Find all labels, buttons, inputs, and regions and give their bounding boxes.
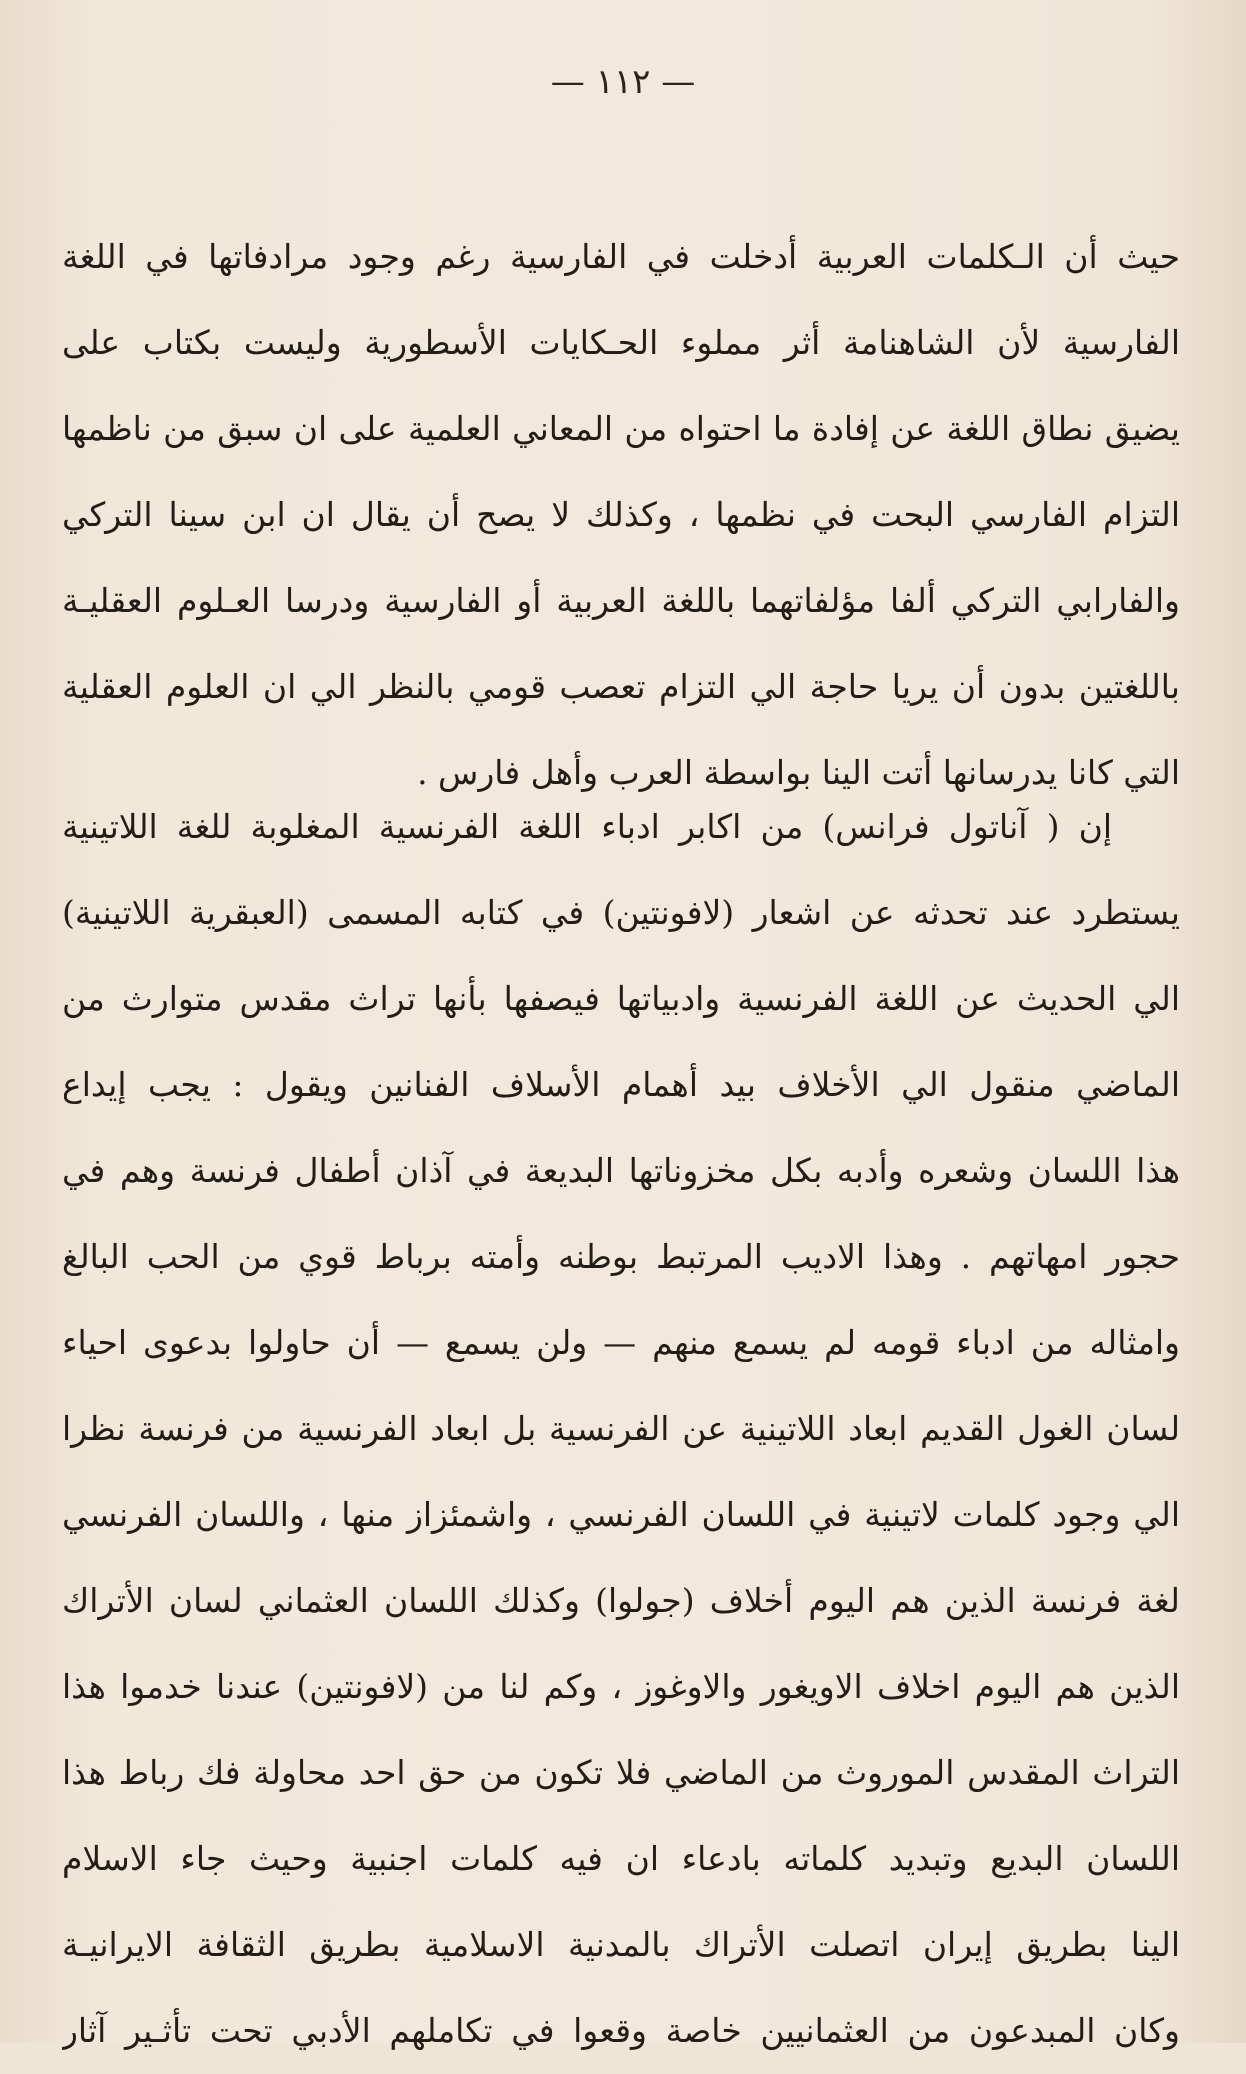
text-line: الي وجود كلمات لاتينية في اللسان الفرنسي ، واشمئزاز منها ، واللسان الفرنسي xyxy=(62,1495,1180,1534)
text-line: حجور امهاتهم . وهذا الاديب المرتبط بوطنه وأمته برباط قوي من الحب البالغ xyxy=(62,1237,1180,1276)
text-line: باللغتين بدون أن يريا حاجة الي التزام تعصب قومي بالنظر الي ان العلوم العقلية xyxy=(62,667,1180,706)
text-line: حيث أن الـكلمات العربية أدخلت في الفارسية رغم وجود مرادفاتها في اللغة xyxy=(62,237,1180,276)
text-line: التراث المقدس الموروث من الماضي فلا تكون من حق احد محاولة فك رباط هذا xyxy=(62,1753,1180,1792)
text-line: يستطرد عند تحدثه عن اشعار (لافونتين) في كتابه المسمى (العبقرية اللاتينية) xyxy=(62,893,1180,932)
text-line: الماضي منقول الي الأخلاف بيد أهمام الأسلاف الفنانين ويقول : يجب إيداع xyxy=(62,1065,1180,1104)
text-line: وامثاله من ادباء قومه لم يسمع منهم — ولن يسمع — أن حاولوا بدعوى احياء xyxy=(62,1323,1180,1362)
text-line: التزام الفارسي البحت في نظمها ، وكذلك لا يصح أن يقال ان ابن سينا التركي xyxy=(62,495,1180,534)
text-line: إن ( آناتول فرانس) من اكابر ادباء اللغة الفرنسية المغلوبة للغة اللاتينية xyxy=(62,807,1112,846)
text-line: لغة فرنسة الذين هم اليوم أخلاف (جولوا) وكذلك اللسان العثماني لسان الأتراك xyxy=(62,1581,1180,1620)
text-line: الينا بطريق إيران اتصلت الأتراك بالمدنية الاسلامية بطريق الثقافة الايرانيـة xyxy=(62,1925,1180,1964)
paragraph-1 xyxy=(62,214,1180,816)
text-line: التي كانا يدرسانها أتت الينا بواسطة العرب وأهل فارس . xyxy=(417,753,1180,792)
page-number: — ١١٢ — xyxy=(550,62,696,102)
text-line: يضيق نطاق اللغة عن إفادة ما احتواه من المعاني العلمية على ان سبق من ناظمها xyxy=(62,409,1180,448)
text-line: هذا اللسان وشعره وأدبه بكل مخزوناتها البديعة في آذان أطفال فرنسة وهم في xyxy=(62,1151,1180,1190)
text-line: لسان الغول القديم ابعاد اللاتينية عن الفرنسية بل ابعاد الفرنسية من فرنسة نظرا xyxy=(62,1409,1180,1448)
paragraph-2 xyxy=(62,784,1180,2074)
text-line: الذين هم اليوم اخلاف الاويغور والاوغوز ، وكم لنا من (لافونتين) عندنا خدموا هذا xyxy=(62,1667,1180,1706)
text-line: وكان المبدعون من العثمانيين خاصة وقعوا في تكاملهم الأدبي تحت تأثـير آثار xyxy=(62,2011,1180,2050)
text-line: اللسان البديع وتبديد كلماته بادعاء ان فيه كلمات اجنبية وحيث جاء الاسلام xyxy=(62,1839,1180,1878)
text-line: الفارسية لأن الشاهنامة أثر مملوء الحـكايات الأسطورية وليست بكتاب على xyxy=(62,323,1180,362)
text-line: الي الحديث عن اللغة الفرنسية وادبياتها فيصفها بأنها تراث مقدس متوارث من xyxy=(62,979,1180,1018)
text-line: والفارابي التركي ألفا مؤلفاتهما باللغة العربية أو الفارسية ودرسا العـلوم العقليـة xyxy=(62,581,1180,620)
